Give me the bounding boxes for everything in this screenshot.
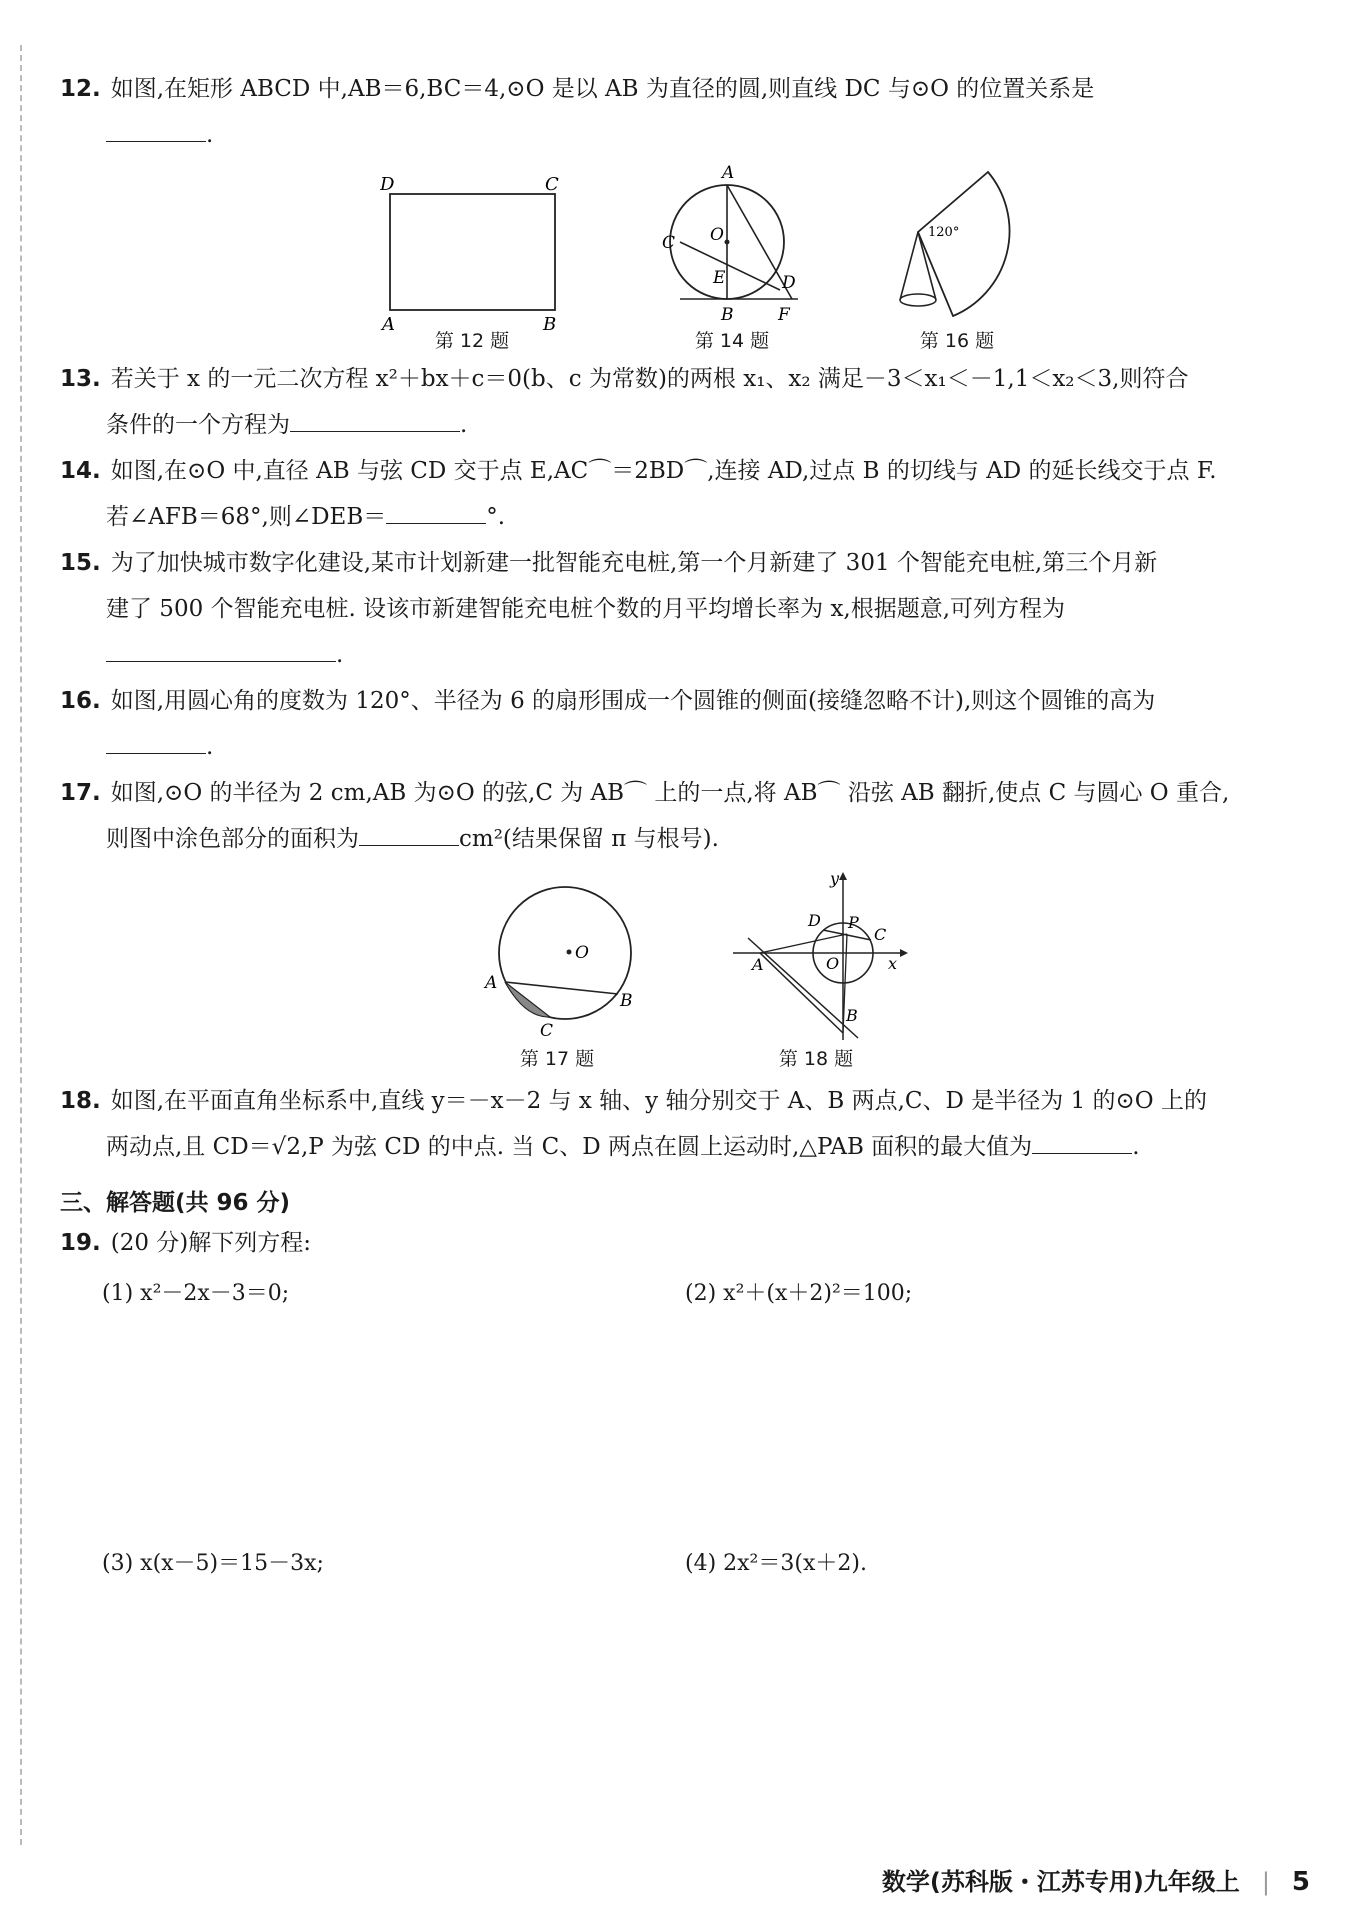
label-o: O bbox=[710, 225, 724, 245]
label-d: D bbox=[380, 174, 395, 195]
label-y: y bbox=[830, 869, 840, 888]
question-text: 如图,在⊙O 中,直径 AB 与弦 CD 交于点 E,AC⌒＝2BD⌒,连接 AD,过点 B 的切线与 AD 的延长线交于点 F. bbox=[110, 458, 1217, 484]
answer-blank[interactable] bbox=[1032, 1129, 1132, 1154]
caption-17: 第 17 题 bbox=[519, 1048, 595, 1070]
answer-blank[interactable] bbox=[359, 821, 459, 846]
figure-18 bbox=[728, 868, 918, 1047]
question-text: (20 分)解下列方程: bbox=[110, 1230, 312, 1256]
label-d: D bbox=[782, 273, 796, 293]
question-text-continued: 两动点,且 CD＝√2,P 为弦 CD 的中点. 当 C、D 两点在圆上运动时,△PAB 面积的最大值为 bbox=[106, 1134, 1033, 1160]
question-text-continued: 建了 500 个智能充电桩. 设该市新建智能充电桩个数的月平均增长率为 x,根据题意,可列方程为 bbox=[106, 596, 1066, 622]
answer-blank[interactable] bbox=[386, 499, 486, 524]
figure-12 bbox=[380, 170, 580, 334]
question-text: 如图,用圆心角的度数为 120°、半径为 6 的扇形围成一个圆锥的侧面(接缝忽略不计),则这个圆锥的高为 bbox=[110, 688, 1156, 714]
label-e: E bbox=[713, 268, 726, 288]
margin-dashed-line bbox=[20, 45, 22, 1845]
question-number: 16. bbox=[60, 688, 101, 714]
label-b: B bbox=[543, 314, 557, 330]
label-d: D bbox=[808, 911, 821, 930]
question-text-tail: . bbox=[1132, 1134, 1140, 1160]
answer-blank[interactable] bbox=[106, 729, 206, 754]
question-16: 16. 如图,用圆心角的度数为 120°、半径为 6 的扇形围成一个圆锥的侧面(接缝忽略不计),则这个圆锥的高为 . bbox=[60, 688, 1156, 760]
section-heading: 三、解答题(共 96 分) bbox=[60, 1190, 291, 1216]
caption-14: 第 14 题 bbox=[694, 330, 770, 352]
label-a: A bbox=[382, 314, 395, 330]
question-13: 13. 若关于 x 的一元二次方程 x²＋bx＋c＝0(b、c 为常数)的两根 x₁、x₂ 满足－3＜x₁＜－1,1＜x₂＜3,则符合 条件的一个方程为 . bbox=[60, 366, 1189, 438]
question-14 bbox=[60, 448, 1290, 540]
question-15: 15. 为了加快城市数字化建设,某市计划新建一批智能充电桩,第一个月新建了 301 个智能充电桩,第三个月新 建了 500 个智能充电桩. 设该市新建智能充电桩个数的月平均增长率为 x,根据题意,可列方程为 . bbox=[60, 550, 1158, 668]
label-c: C bbox=[545, 174, 559, 195]
question-number: 15. bbox=[60, 550, 101, 576]
caption-18: 第 18 题 bbox=[778, 1048, 854, 1070]
question-number: 14. bbox=[60, 458, 101, 484]
subquestion-4: (4) 2x²＝3(x＋2). bbox=[685, 1551, 867, 1576]
footer-edition: (苏科版・江苏专用)九年级上 bbox=[929, 1868, 1240, 1896]
answer-blank[interactable] bbox=[106, 117, 206, 142]
question-number: 13. bbox=[60, 366, 101, 392]
label-a: A bbox=[752, 955, 764, 974]
rectangle-abcd bbox=[390, 194, 555, 310]
label-p: P bbox=[848, 913, 859, 932]
label-b: B bbox=[721, 305, 734, 324]
label-a: A bbox=[485, 973, 498, 993]
question-17 bbox=[60, 770, 1290, 862]
page-footer: 数学(苏科版・江苏专用)九年级上 | 5 bbox=[881, 1867, 1310, 1897]
question-number: 19. bbox=[60, 1230, 101, 1256]
question-text: 为了加快城市数字化建设,某市计划新建一批智能充电桩,第一个月新建了 301 个智能充电桩,第三个月新 bbox=[110, 550, 1158, 576]
question-text-continued: 条件的一个方程为 bbox=[106, 412, 290, 438]
label-c: C bbox=[874, 925, 887, 944]
question-number: 17. bbox=[60, 780, 101, 806]
answer-blank[interactable] bbox=[106, 637, 336, 662]
question-text-tail: °. bbox=[486, 504, 506, 530]
question-text-continued: 若∠AFB＝68°,则∠DEB＝ bbox=[106, 504, 387, 530]
label-b: B bbox=[620, 991, 633, 1011]
answer-blank[interactable] bbox=[290, 407, 460, 432]
footer-subject: 数学 bbox=[881, 1868, 930, 1896]
question-12: 12. 如图,在矩形 ABCD 中,AB＝6,BC＝4,⊙O 是以 AB 为直径的圆,则直线 DC 与⊙O 的位置关系是 . bbox=[60, 76, 1095, 148]
label-a: A bbox=[722, 163, 735, 183]
label-c: C bbox=[662, 233, 676, 253]
page-number: 5 bbox=[1291, 1867, 1310, 1897]
caption-12: 第 12 题 bbox=[434, 330, 510, 352]
question-18 bbox=[60, 1078, 1290, 1170]
subquestion-1: (1) x²－2x－3＝0; bbox=[102, 1281, 290, 1306]
label-x: x bbox=[888, 954, 898, 973]
label-o: O bbox=[826, 954, 840, 973]
subquestion-2: (2) x²＋(x＋2)²＝100; bbox=[685, 1281, 913, 1306]
label-b: B bbox=[846, 1006, 858, 1025]
question-19 bbox=[60, 1220, 1290, 1266]
question-text: 如图,在矩形 ABCD 中,AB＝6,BC＝4,⊙O 是以 AB 为直径的圆,则直线 DC 与⊙O 的位置关系是 bbox=[110, 76, 1095, 102]
question-text-continued: 则图中涂色部分的面积为 bbox=[106, 826, 359, 852]
question-text: 如图,在平面直角坐标系中,直线 y＝－x－2 与 x 轴、y 轴分别交于 A、B 两点,C、D 是半径为 1 的⊙O 上的 bbox=[110, 1088, 1207, 1114]
angle-label: 120° bbox=[928, 225, 960, 240]
figure-16 bbox=[890, 170, 1020, 324]
subquestion-3: (3) x(x－5)＝15－3x; bbox=[102, 1551, 324, 1576]
figure-14 bbox=[650, 162, 800, 328]
label-o: O bbox=[575, 943, 589, 963]
figure-17 bbox=[480, 878, 640, 1042]
label-c: C bbox=[540, 1021, 554, 1038]
label-f: F bbox=[778, 305, 790, 324]
question-number: 18. bbox=[60, 1088, 101, 1114]
question-text-tail: cm²(结果保留 π 与根号). bbox=[459, 826, 719, 852]
question-number: 12. bbox=[60, 76, 101, 102]
question-text: 若关于 x 的一元二次方程 x²＋bx＋c＝0(b、c 为常数)的两根 x₁、x₂ 满足－3＜x₁＜－1,1＜x₂＜3,则符合 bbox=[110, 366, 1189, 392]
question-text: 如图,⊙O 的半径为 2 cm,AB 为⊙O 的弦,C 为 AB⌒ 上的一点,将 AB⌒ 沿弦 AB 翻折,使点 C 与圆心 O 重合, bbox=[110, 780, 1230, 806]
caption-16: 第 16 题 bbox=[919, 330, 995, 352]
